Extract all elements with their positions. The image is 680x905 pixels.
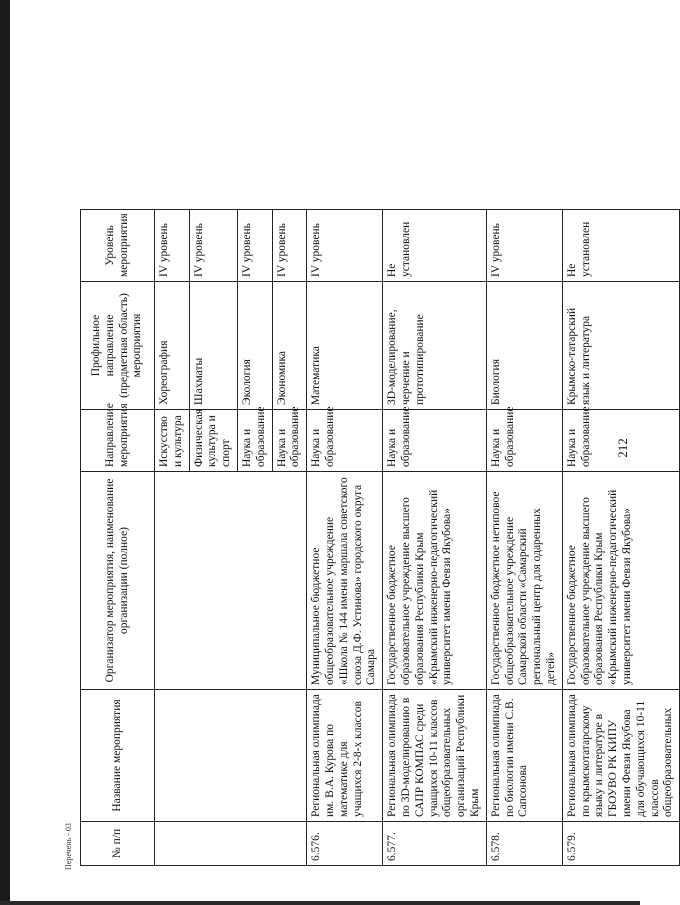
header-direction: Направление мероприятия (81, 410, 155, 472)
header-name: Название мероприятия (81, 690, 155, 822)
cell-direction: Наука и образование (562, 410, 679, 472)
cell-blank (486, 44, 562, 210)
cell-level: IV уровень (237, 210, 272, 282)
header-org: Организатор мероприятия, наименование организации (полное) (81, 472, 155, 690)
cell-profile: Шахматы (189, 282, 237, 410)
cell-name: Региональная олимпиада по биологии имени С.В. Сапсонова (486, 690, 562, 822)
cell-org (155, 472, 307, 690)
cell-org: Государственное бюджетное нетиповое общеобразовательное учреждение Самарской области «Самарский региональный центр для одаренных детей» (486, 472, 562, 690)
table-row (383, 44, 487, 866)
cell-num: 6.578. (486, 822, 562, 866)
cell-direction: Наука и образование (307, 410, 383, 472)
cell-profile: Хореография (155, 282, 190, 410)
page-number: 212 (614, 438, 630, 458)
cell-num (155, 822, 307, 866)
cell-name: Региональная олимпиада им. В.А. Курова по математике для учащихся 2-8-х классов (307, 690, 383, 822)
cell-org: Муниципальное бюджетное общеобразовательное учреждение «Школа № 144 имени маршала советского союза Д.Ф. Устинова» городского округа Самара (307, 472, 383, 690)
cell-blank (189, 44, 237, 210)
cell-level: IV уровень (272, 210, 307, 282)
cell-name: Региональная олимпиада по 3D-моделированию в САПР КОМПАС среди учащихся 10-11 классов общеобразовательных организаций Республики Крым (383, 690, 487, 822)
cell-name (155, 690, 307, 822)
cell-level: Не установлен (383, 210, 487, 282)
table-header-row (81, 44, 155, 866)
scan-edge-bottom (0, 901, 640, 905)
cell-profile: Крымско-татарский язык и литература (562, 282, 679, 410)
table-row (562, 44, 679, 866)
cell-profile: Биология (486, 282, 562, 410)
cell-direction: Физическая культура и спорт (189, 410, 237, 472)
cell-blank (383, 44, 487, 210)
cell-profile: Экология (237, 282, 272, 410)
cell-direction: Наука и образование (237, 410, 272, 472)
table-row (486, 44, 562, 866)
cell-direction: Наука и образование (383, 410, 487, 472)
cell-blank (237, 44, 272, 210)
header-num: № п/п (81, 822, 155, 866)
cell-name: Региональная олимпиада по крымскотатарскому языку и литературе в ГБОУВО РК КИПУ имени Февзи Якубова для обучающихся 10-11 классов общеобразовательных (562, 690, 679, 822)
cell-num: 6.579. (562, 822, 679, 866)
cell-direction: Искусство и культура (155, 410, 190, 472)
cell-org: Государственное бюджетное образовательное учреждение высшего образования Республики Крым «Крымский инженерно-педагогический университет имени Февзи Якубова» (562, 472, 679, 690)
table-row (307, 44, 383, 866)
cell-level: IV уровень (307, 210, 383, 282)
footer-mark: Перечень - 03 (64, 823, 73, 870)
cell-num: 6.577. (383, 822, 487, 866)
cell-level: IV уровень (189, 210, 237, 282)
cell-profile: Математика (307, 282, 383, 410)
table-row (155, 44, 190, 866)
cell-level: IV уровень (486, 210, 562, 282)
cell-level: Не установлен (562, 210, 679, 282)
cell-blank (272, 44, 307, 210)
scan-edge-left (0, 0, 10, 905)
cell-blank (155, 44, 190, 210)
cell-profile: 3D-моделирование, черчение и прототипирование (383, 282, 487, 410)
cell-direction: Наука и образование (272, 410, 307, 472)
cell-profile: Экономика (272, 282, 307, 410)
events-table (80, 43, 680, 866)
cell-blank (307, 44, 383, 210)
cell-blank (562, 44, 679, 210)
header-blank (81, 44, 155, 210)
cell-direction: Наука и образование (486, 410, 562, 472)
cell-level: IV уровень (155, 210, 190, 282)
header-level: Уровень мероприятия (81, 210, 155, 282)
cell-num: 6.576. (307, 822, 383, 866)
cell-org: Государственное бюджетное образовательное учреждение высшего образования Республики Крым «Крымский инженерно-педагогический университет имени Февзи Якубова» (383, 472, 487, 690)
header-profile: Профильное направление (предметная область) мероприятия (81, 282, 155, 410)
